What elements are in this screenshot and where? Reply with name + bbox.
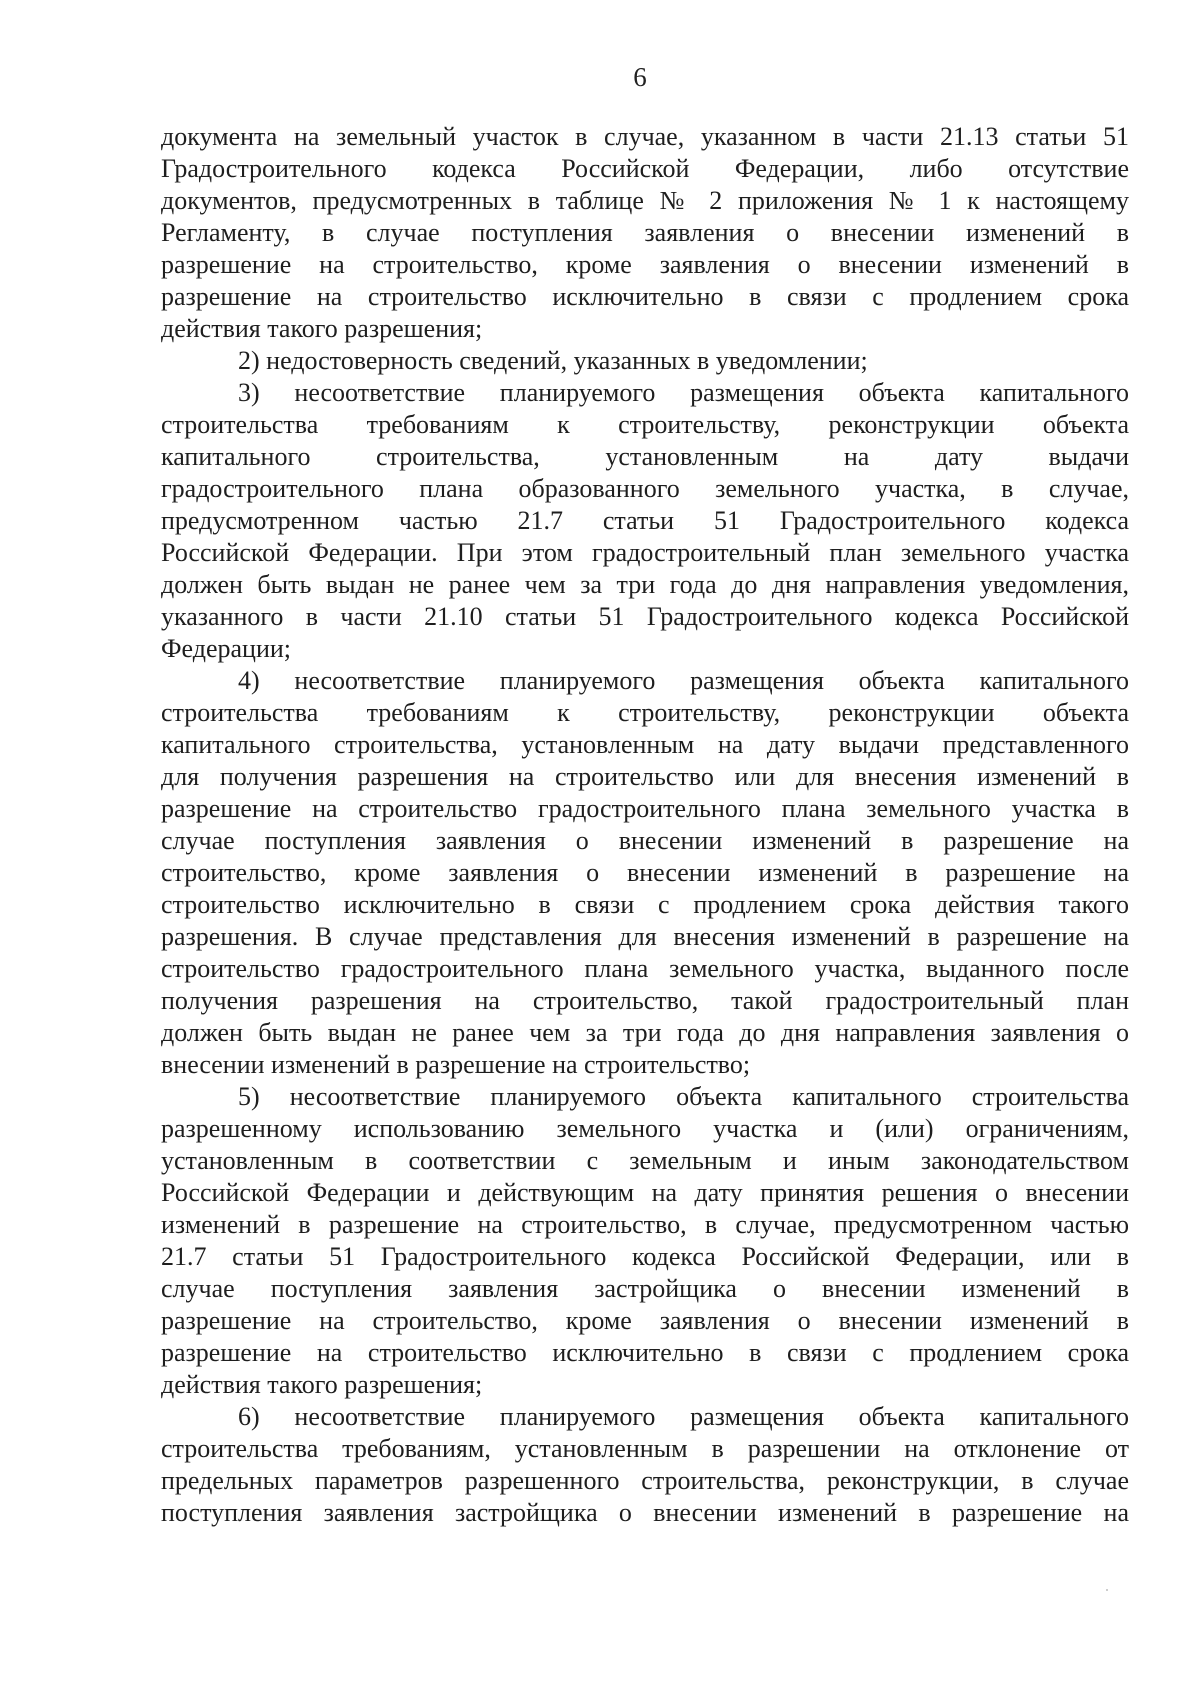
text-line: 3) несоответствие планируемого размещения объекта капитального — [238, 378, 1129, 407]
text-line: случае поступления заявления застройщика о внесении изменений в — [161, 1274, 1129, 1303]
text-line: предельных параметров разрешенного строительства, реконструкции, в случае — [161, 1466, 1129, 1495]
text-line: градостроительного плана образованного земельного участка, в случае, — [161, 474, 1129, 503]
list-item-2 — [161, 345, 1129, 377]
text-line: строительства требованиям к строительству, реконструкции объекта — [161, 698, 1129, 727]
text-line: 6) несоответствие планируемого размещения объекта капитального — [238, 1402, 1129, 1431]
page-number: 6 — [633, 62, 647, 92]
text-line: строительства требованиям, установленным в разрешении на отклонение от — [161, 1434, 1129, 1463]
paragraph-continuation — [161, 121, 1129, 345]
text-line: разрешения. В случае представления для внесения изменений в разрешение на — [161, 922, 1129, 951]
text-line: строительства требованиям к строительству, реконструкции объекта — [161, 410, 1129, 439]
text-line: документов, предусмотренных в таблице № 2 приложения № 1 к настоящему — [161, 186, 1129, 215]
text-line: изменений в разрешение на строительство, в случае, предусмотренном частью — [161, 1210, 1129, 1239]
text-line: разрешенному использованию земельного участка и (или) ограничениям, — [161, 1114, 1129, 1143]
scan-speck — [1106, 1589, 1108, 1591]
text-line: разрешение на строительство исключительно в связи с продлением срока — [161, 282, 1129, 311]
text-line: разрешение на строительство градостроительного плана земельного участка в — [161, 794, 1129, 823]
text-line: документа на земельный участок в случае, указанном в части 21.13 статьи 51 — [161, 122, 1129, 151]
text-line: указанного в части 21.10 статьи 51 Градостроительного кодекса Российской — [161, 602, 1129, 631]
document-body — [161, 121, 1129, 1529]
text-line: должен быть выдан не ранее чем за три года до дня направления заявления о — [161, 1018, 1129, 1047]
text-line: случае поступления заявления о внесении изменений в разрешение на — [161, 826, 1129, 855]
text-line: 2) недостоверность сведений, указанных в уведомлении; — [238, 346, 868, 375]
text-line: Федерации; — [161, 634, 292, 663]
text-line: строительство градостроительного плана земельного участка, выданного после — [161, 954, 1129, 983]
text-line: предусмотренном частью 21.7 статьи 51 Градостроительного кодекса — [161, 506, 1129, 535]
text-line: установленным в соответствии с земельным и иным законодательством — [161, 1146, 1129, 1175]
text-line: 21.7 статьи 51 Градостроительного кодекса Российской Федерации, или в — [161, 1242, 1129, 1271]
list-item-6 — [161, 1401, 1129, 1529]
text-line: действия такого разрешения; — [161, 314, 483, 343]
text-line: для получения разрешения на строительство или для внесения изменений в — [161, 762, 1129, 791]
text-line: разрешение на строительство исключительно в связи с продлением срока — [161, 1338, 1129, 1367]
list-item-4 — [161, 665, 1129, 1081]
text-line: внесении изменений в разрешение на строительство; — [161, 1050, 751, 1079]
text-line: поступления заявления застройщика о внесении изменений в разрешение на — [161, 1498, 1129, 1527]
text-line: Регламенту, в случае поступления заявления о внесении изменений в — [161, 218, 1129, 247]
text-line: капитального строительства, установленным на дату выдачи — [161, 442, 1129, 471]
text-line: строительство, кроме заявления о внесении изменений в разрешение на — [161, 858, 1129, 887]
list-item-3 — [161, 377, 1129, 665]
list-item-5 — [161, 1081, 1129, 1401]
text-line: Российской Федерации и действующим на дату принятия решения о внесении — [161, 1178, 1129, 1207]
text-line: должен быть выдан не ранее чем за три года до дня направления уведомления, — [161, 570, 1129, 599]
text-line: Российской Федерации. При этом градостроительный план земельного участка — [161, 538, 1129, 567]
text-line: разрешение на строительство, кроме заявления о внесении изменений в — [161, 250, 1129, 279]
text-line: 5) несоответствие планируемого объекта капитального строительства — [238, 1082, 1129, 1111]
text-line: Градостроительного кодекса Российской Федерации, либо отсутствие — [161, 154, 1129, 183]
text-line: капитального строительства, установленным на дату выдачи представленного — [161, 730, 1129, 759]
text-line: 4) несоответствие планируемого размещения объекта капитального — [238, 666, 1129, 695]
text-line: строительство исключительно в связи с продлением срока действия такого — [161, 890, 1129, 919]
text-line: действия такого разрешения; — [161, 1370, 483, 1399]
text-line: разрешение на строительство, кроме заявления о внесении изменений в — [161, 1306, 1129, 1335]
text-line: получения разрешения на строительство, такой градостроительный план — [161, 986, 1129, 1015]
